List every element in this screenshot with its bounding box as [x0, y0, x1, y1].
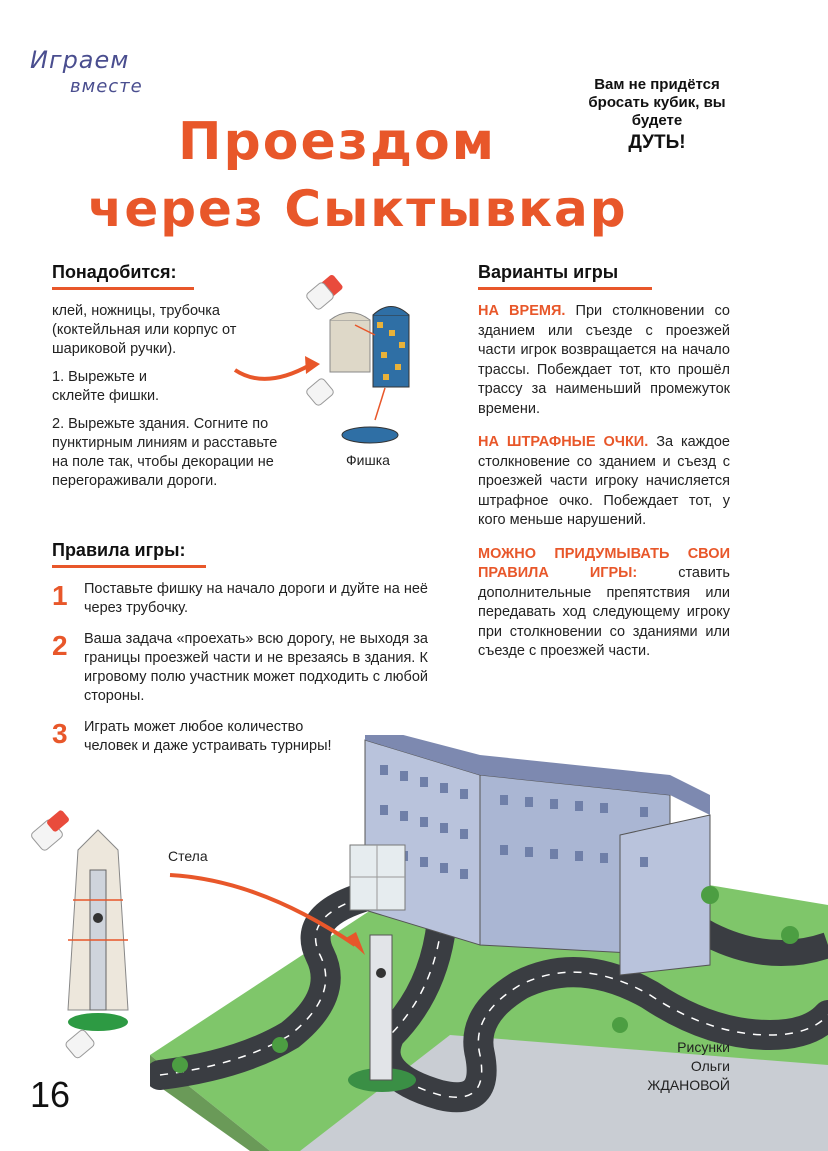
teaser	[572, 76, 742, 152]
token-label: Фишка	[346, 452, 390, 468]
rubric-logo	[30, 40, 170, 110]
need-step1: 1. Вырежьте и склейте фишки.	[52, 369, 160, 404]
need-items: клей, ножницы, трубочка (коктейльная или корпус от шариковой ручки).	[52, 303, 237, 357]
heading-underline	[478, 287, 652, 290]
variants-list	[478, 302, 730, 676]
page-title-line2: через Сыктывкар	[88, 180, 628, 238]
glue-bottle-icon	[305, 377, 335, 406]
rule-item	[52, 580, 428, 618]
pointer-arrow	[160, 870, 370, 960]
variant-text: ставить дополнительные препятствия или передавать ход следующему игроку при столкновении со зданиями или съезде с проезжей части.	[478, 565, 730, 659]
rule-item	[52, 630, 428, 706]
rubric-line2: вместе	[70, 76, 143, 97]
rule-number: 2	[52, 630, 68, 661]
heading-underline	[52, 287, 194, 290]
glue-bottle-icon	[64, 1029, 95, 1060]
variant-label: НА ШТРАФНЫЕ ОЧКИ.	[478, 434, 649, 450]
stela-label: Стела	[168, 848, 208, 864]
variant-item	[478, 545, 730, 662]
variant-label: МОЖНО ПРИДУМЫВАТЬ СВОИ ПРАВИЛА ИГРЫ:	[478, 545, 730, 581]
variants-heading: Варианты игры	[478, 262, 619, 282]
variant-text: При столкновении со зданием или съезде с проезжей части игрок возвращается на начало трассы. Побеждает тот, кто прошёл трассу за наименьший промежуток времени.	[478, 303, 730, 417]
variant-text: За каждое столкновение со зданием и съезд с проезжей части игроку начисляется штрафное очко. Побеждает тот, у кого меньше нарушений.	[478, 434, 730, 528]
variants-heading-block	[478, 262, 652, 290]
glue-bottle-icon	[30, 810, 70, 852]
credits-line3: ЖДАНОВОЙ	[647, 1077, 730, 1093]
teaser-text: Вам не придётся бросать кубик, вы будете	[588, 76, 726, 129]
rule-number: 1	[52, 580, 68, 611]
rule-text: Поставьте фишку на начало дороги и дуйте на неё через трубочку.	[84, 581, 428, 616]
need-step2: 2. Вырежьте здания. Согните по пунктирным линиям и расставьте на поле так, чтобы декорации не перегораживали дороги.	[52, 416, 278, 489]
page-number: 16	[30, 1074, 71, 1115]
rules-heading: Правила игры:	[52, 540, 186, 560]
illustration-credits	[600, 1038, 730, 1095]
rule-text: Играть может любое количество человек и даже устраивать турниры!	[84, 719, 332, 754]
rule-number: 3	[52, 718, 68, 749]
variant-label: НА ВРЕМЯ.	[478, 303, 566, 319]
need-heading: Понадобится:	[52, 262, 177, 282]
need-heading-block	[52, 262, 194, 290]
rules-heading-block	[52, 540, 206, 568]
stela-assembly-illustration	[28, 810, 168, 1070]
heading-underline	[52, 565, 206, 568]
rubric-line1: Играем	[30, 46, 130, 74]
rule-text: Ваша задача «проехать» всю дорогу, не выходя за границы проезжей части и не врезаясь в здания. К игровому полю участник может подходить с любой стороны.	[84, 631, 428, 704]
credits-line1: Рисунки	[677, 1039, 730, 1055]
credits-line2: Ольги	[690, 1058, 730, 1074]
variant-item	[478, 302, 730, 419]
page-title-line1: Проездом	[178, 112, 497, 172]
glue-bottle-icon	[305, 274, 344, 311]
variant-item	[478, 433, 730, 531]
token-illustration	[205, 270, 425, 470]
teaser-emphasis: ДУТЬ!	[628, 132, 686, 153]
